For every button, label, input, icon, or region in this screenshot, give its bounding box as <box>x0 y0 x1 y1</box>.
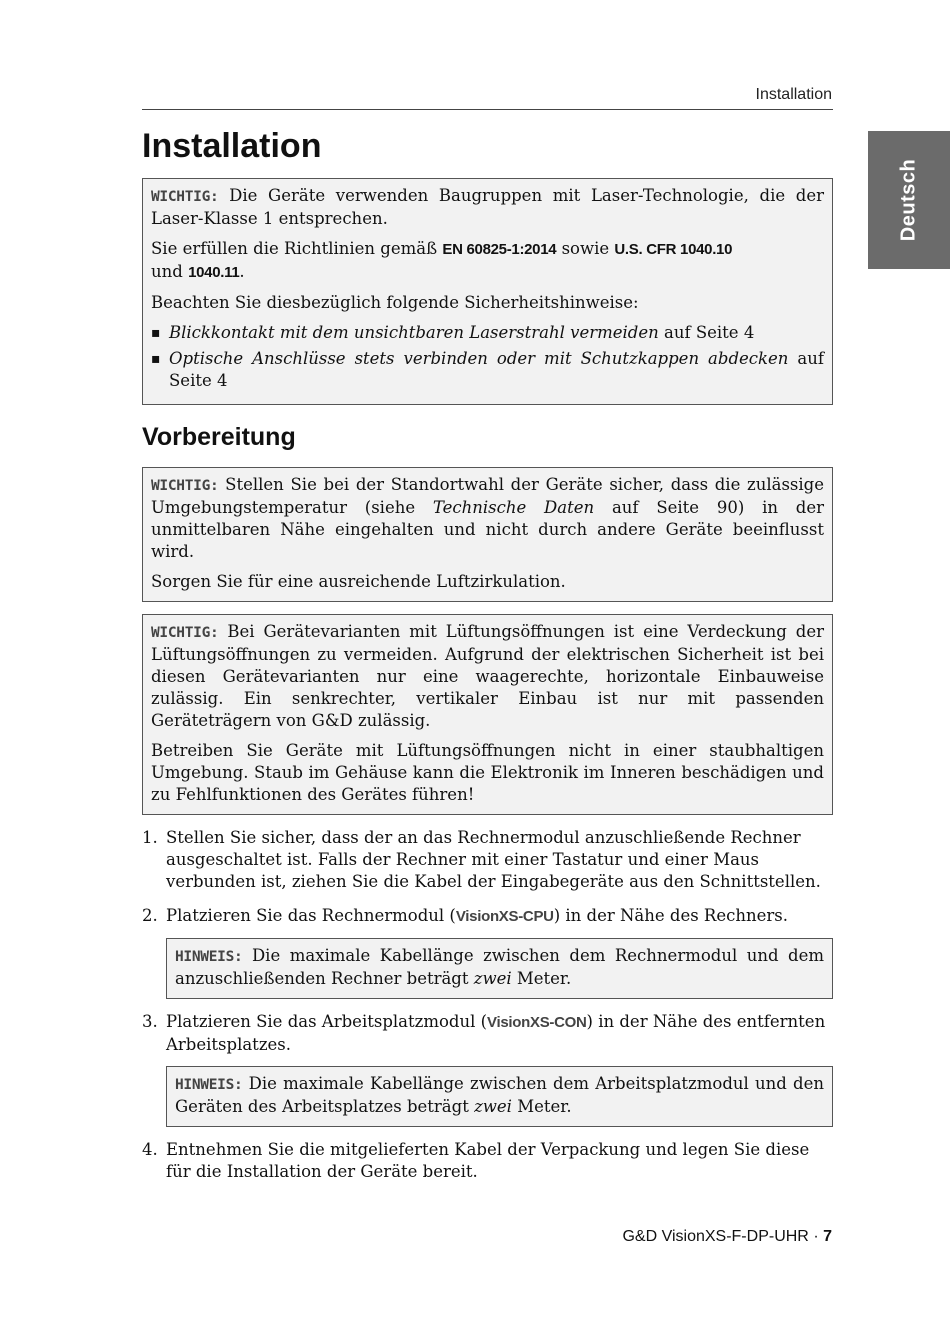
section-title: Vorbereitung <box>142 423 296 451</box>
warning-box-ventilation <box>142 614 833 815</box>
page-footer <box>622 1228 832 1246</box>
step-number: 4. <box>142 1140 158 1159</box>
standard-ref: 1040.11 <box>188 264 240 281</box>
ref-text: Technische Daten <box>432 498 595 517</box>
language-tab-label: Deutsch <box>897 158 920 242</box>
installation-steps <box>142 827 833 1183</box>
warning-text: Die Geräte verwenden Baugruppen mit Laser-Technologie, die der Laser-Klasse 1 entsprechen. <box>151 186 824 228</box>
safety-intro: Beachten Sie diesbezüglich folgende Sicherheitshinweise: <box>151 293 639 312</box>
safety-list <box>151 322 824 392</box>
text-span: Sie erfüllen die Richtlinien gemäß <box>151 239 438 258</box>
warning-paragraph <box>151 474 824 563</box>
step-number: 3. <box>142 1012 158 1031</box>
cross-reference-link[interactable] <box>169 323 659 342</box>
note-text: Meter. <box>517 1097 572 1116</box>
product-name: VisionXS-CPU <box>455 908 554 925</box>
warning-box-temperature <box>142 467 833 602</box>
cross-reference-link[interactable] <box>169 349 788 368</box>
note-label: HINWEIS: <box>175 1077 243 1093</box>
page-title: Installation <box>142 127 322 165</box>
warning-paragraph: Sorgen Sie für eine ausreichende Luftzirkulation. <box>151 572 566 591</box>
note-emphasis: zwei <box>474 1097 512 1116</box>
step-item <box>142 905 833 999</box>
step-item <box>142 1011 833 1127</box>
step-item <box>142 827 833 893</box>
cross-reference-link[interactable] <box>433 498 594 517</box>
step-text: ) in der Nähe des Rechners. <box>553 906 788 925</box>
ref-text: Blickkontakt mit dem unsichtbaren Laserstrahl vermeiden <box>169 323 659 342</box>
step-text: Platzieren Sie das Rechnermodul ( <box>166 906 456 925</box>
language-tab <box>868 131 950 269</box>
note-box <box>166 1066 833 1127</box>
step-text: Stellen Sie sicher, dass der an das Rechnermodul anzuschließende Rechner ausgeschaltet ist. Falls der Rechner mit einer Tastatur und einer Maus verbunden ist, ziehen Sie die Kabel der Eingabegeräte aus den Schnittstellen. <box>166 828 821 891</box>
list-item <box>151 322 824 344</box>
standard-ref: U.S. CFR 1040.10 <box>614 241 733 258</box>
standards-paragraph <box>151 238 824 284</box>
warning-label: WICHTIG: <box>151 189 219 205</box>
footer-separator: · <box>813 1228 819 1245</box>
page-number: 7 <box>823 1228 832 1245</box>
step-number: 2. <box>142 906 158 925</box>
text-span: . <box>239 262 245 281</box>
note-text: Meter. <box>516 969 572 988</box>
running-header: Installation <box>755 86 832 103</box>
product-name: VisionXS-CON <box>487 1014 587 1031</box>
step-text: Platzieren Sie das Arbeitsplatzmodul ( <box>166 1012 488 1031</box>
text-span: auf Seite 90) in der unmittelbaren Nähe eingehalten und nicht durch andere Geräte beeinflusst wird. <box>151 498 824 561</box>
note-emphasis: zwei <box>473 969 512 988</box>
text-span: und <box>151 262 183 281</box>
list-item <box>151 348 824 392</box>
standard-ref: EN 60825-1:2014 <box>442 241 557 258</box>
text-span: sowie <box>561 239 610 258</box>
text-span: Stellen Sie bei der Standortwahl der Geräte sicher, dass die zulässige Umgebungstemperatur (siehe <box>151 475 825 517</box>
page-content <box>142 124 833 1195</box>
step-text: Entnehmen Sie die mitgelieferten Kabel der Verpackung und legen Sie diese für die Installation der Geräte bereit. <box>166 1140 810 1181</box>
note-label: HINWEIS: <box>175 949 243 965</box>
note-text: Die maximale Kabellänge zwischen dem Rechnermodul und dem anzuschließenden Rechner beträgt <box>175 946 825 988</box>
footer-product: G&D VisionXS-F-DP-UHR <box>622 1228 809 1245</box>
warning-box-laser <box>142 178 833 405</box>
step-number: 1. <box>142 828 158 847</box>
header-rule <box>142 109 833 110</box>
page-ref: auf Seite 4 <box>169 349 824 390</box>
warning-paragraph <box>151 621 824 732</box>
step-text: ) in der Nähe des entfernten Arbeitsplatzes. <box>166 1012 826 1054</box>
note-box <box>166 938 833 999</box>
step-item <box>142 1139 833 1183</box>
note-text: Die maximale Kabellänge zwischen dem Arbeitsplatzmodul und den Geräten des Arbeitsplatzes beträgt <box>175 1074 824 1116</box>
text-span: Bei Gerätevarianten mit Lüftungsöffnungen ist eine Verdeckung der Lüftungsöffnungen zu vermeiden. Aufgrund der elektrischen Sicherheit ist bei diesen Gerätevarianten nur eine waagerechte, horizontale Einbauweise zulässig. Ein senkrechter, vertikaler Einbau ist nur mit passenden Geräteträgern von G&D zulässig. <box>151 622 824 730</box>
page-ref: auf Seite 4 <box>664 323 755 342</box>
warning-label: WICHTIG: <box>151 478 219 494</box>
warning-paragraph: Betreiben Sie Geräte mit Lüftungsöffnungen nicht in einer staubhaltigen Umgebung. Staub im Gehäuse kann die Elektronik im Inneren beschädigen und zu Fehlfunktionen des Gerätes führen! <box>151 741 824 804</box>
warning-label: WICHTIG: <box>151 625 219 641</box>
ref-text: Optische Anschlüsse stets verbinden oder mit Schutzkappen abdecken <box>169 349 789 368</box>
warning-paragraph <box>151 185 824 230</box>
